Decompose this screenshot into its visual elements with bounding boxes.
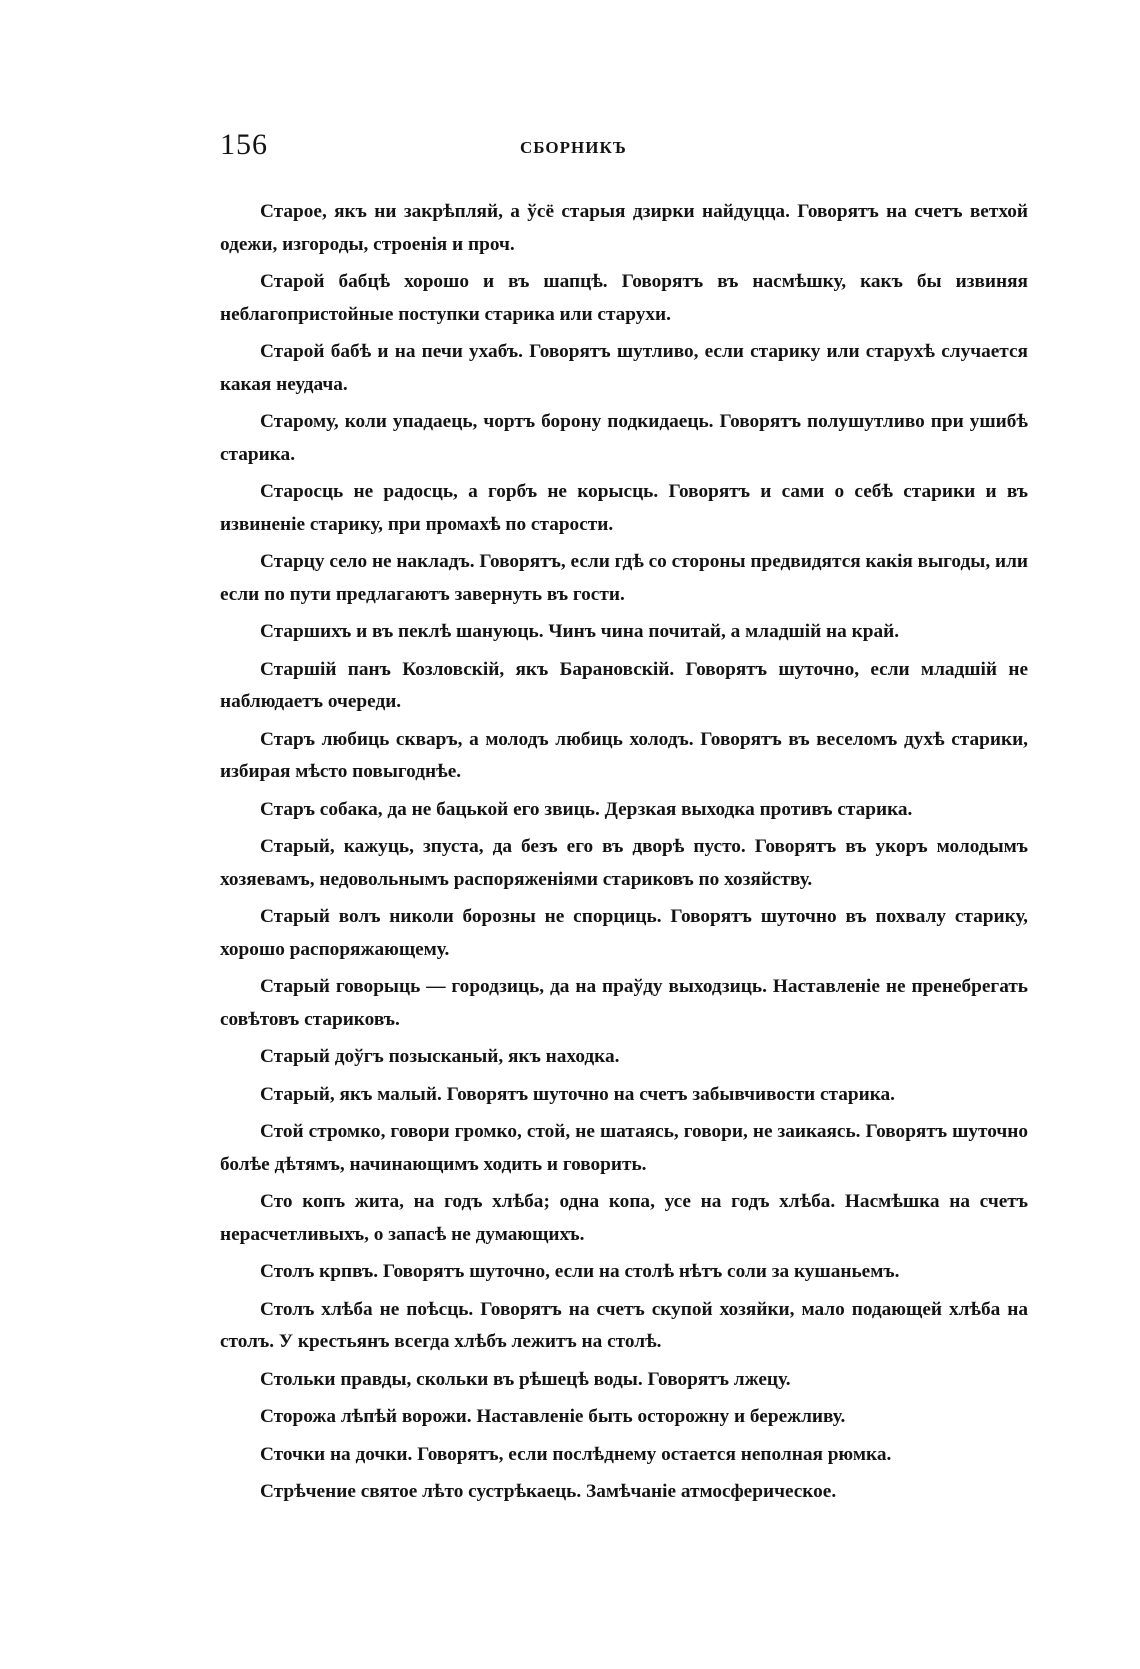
proverb-entry: Старому, коли упадаець, чортъ борону подкидаець. Говорятъ полушутливо при ушибѣ старика. bbox=[220, 411, 1028, 465]
proverb-list bbox=[220, 196, 1028, 1514]
proverb-entry: Стольки правды, скольки въ рѣшецѣ воды. Говорятъ лжецу. bbox=[260, 1368, 791, 1390]
proverb-entry: Старшій панъ Козловскій, якъ Барановскій. Говорятъ шуточно, если младшій не наблюдаетъ очереди. bbox=[220, 658, 1028, 712]
proverb-entry: Старосць не радосць, а горбъ не корысць. Говорятъ и сами о себѣ старики и въ извиненіе старику, при промахѣ по старости. bbox=[220, 481, 1028, 535]
running-head: СБОРНИКЪ bbox=[520, 138, 627, 157]
proverb-entry: Старый доўгъ позысканый, якъ находка. bbox=[260, 1046, 620, 1067]
proverb-entry: Старый волъ николи борозны не спорциць. Говорятъ шуточно въ похвалу старику, хорошо распоряжающему. bbox=[220, 906, 1028, 960]
proverb-entry: Старъ любиць скваръ, а молодъ любиць холодъ. Говорятъ въ веселомъ духѣ старики, избирая мѣсто повыгоднѣе. bbox=[220, 728, 1028, 782]
proverb-entry: Старцу село не накладъ. Говорятъ, если гдѣ со стороны предвидятся какія выгоды, или если по пути предлагаютъ завернуть въ гости. bbox=[220, 551, 1028, 605]
proverb-entry: Старое, якъ ни закрѣпляй, а ўсё старыя дзирки найдуцца. Говорятъ на счетъ ветхой одежи, изгороды, строенія и проч. bbox=[220, 201, 1028, 255]
proverb-entry: Сточки на дочки. Говорятъ, если послѣднему остается неполная рюмка. bbox=[260, 1443, 892, 1465]
proverb-entry: Столъ крпвъ. Говорятъ шуточно, если на столѣ нѣтъ соли за кушаньемъ. bbox=[260, 1261, 900, 1282]
proverb-entry: Старый, кажуць, зпуста, да безъ его въ дворѣ пусто. Говорятъ въ укоръ молодымъ хозяевамъ, недовольнымъ распоряженіями стариковъ по хозяйству. bbox=[220, 836, 1028, 890]
proverb-entry: Старъ собака, да не бацькой его звиць. Дерзкая выходка противъ старика. bbox=[260, 798, 913, 820]
proverb-entry: Старой бабѣ и на печи ухабъ. Говорятъ шутливо, если старику или старухѣ случается какая неудача. bbox=[220, 341, 1028, 395]
proverb-entry: Старый, якъ малый. Говорятъ шуточно на счетъ забывчивости старика. bbox=[260, 1083, 895, 1105]
proverb-entry: Сторожа лѣпѣй ворожи. Наставленіе быть осторожну и бережливу. bbox=[260, 1406, 846, 1427]
proverb-entry: Сто копъ жита, на годъ хлѣба; одна копа, усе на годъ хлѣба. Насмѣшка на счетъ нерасчетливыхъ, о запасѣ не думающихъ. bbox=[220, 1191, 1028, 1245]
proverb-entry: Старый говорыць — городзиць, да на праўду выходзиць. Наставленіе не пренебрегать совѣтовъ стариковъ. bbox=[220, 976, 1028, 1030]
proverb-entry: Старшихъ и въ пеклѣ шануюць. Чинъ чина почитай, а младшій на край. bbox=[260, 621, 900, 642]
page-header bbox=[220, 128, 1025, 168]
proverb-entry: Стрѣчение святое лѣто сустрѣкаець. Замѣчаніе атмосферическое. bbox=[260, 1481, 837, 1502]
proverb-entry: Стой стромко, говори громко, стой, не шатаясь, говори, не заикаясь. Говорятъ шуточно болѣе дѣтямъ, начинающимъ ходить и говорить. bbox=[220, 1121, 1028, 1175]
proverb-entry: Старой бабцѣ хорошо и въ шапцѣ. Говорятъ въ насмѣшку, какъ бы извиняя неблагопристойные поступки старика или старухи. bbox=[220, 271, 1028, 325]
page-number: 156 bbox=[220, 128, 268, 161]
proverb-entry: Столъ хлѣба не поѣсць. Говорятъ на счетъ скупой хозяйки, мало подающей хлѣба на столъ. У крестьянъ всегда хлѣбъ лежитъ на столѣ. bbox=[220, 1298, 1028, 1352]
